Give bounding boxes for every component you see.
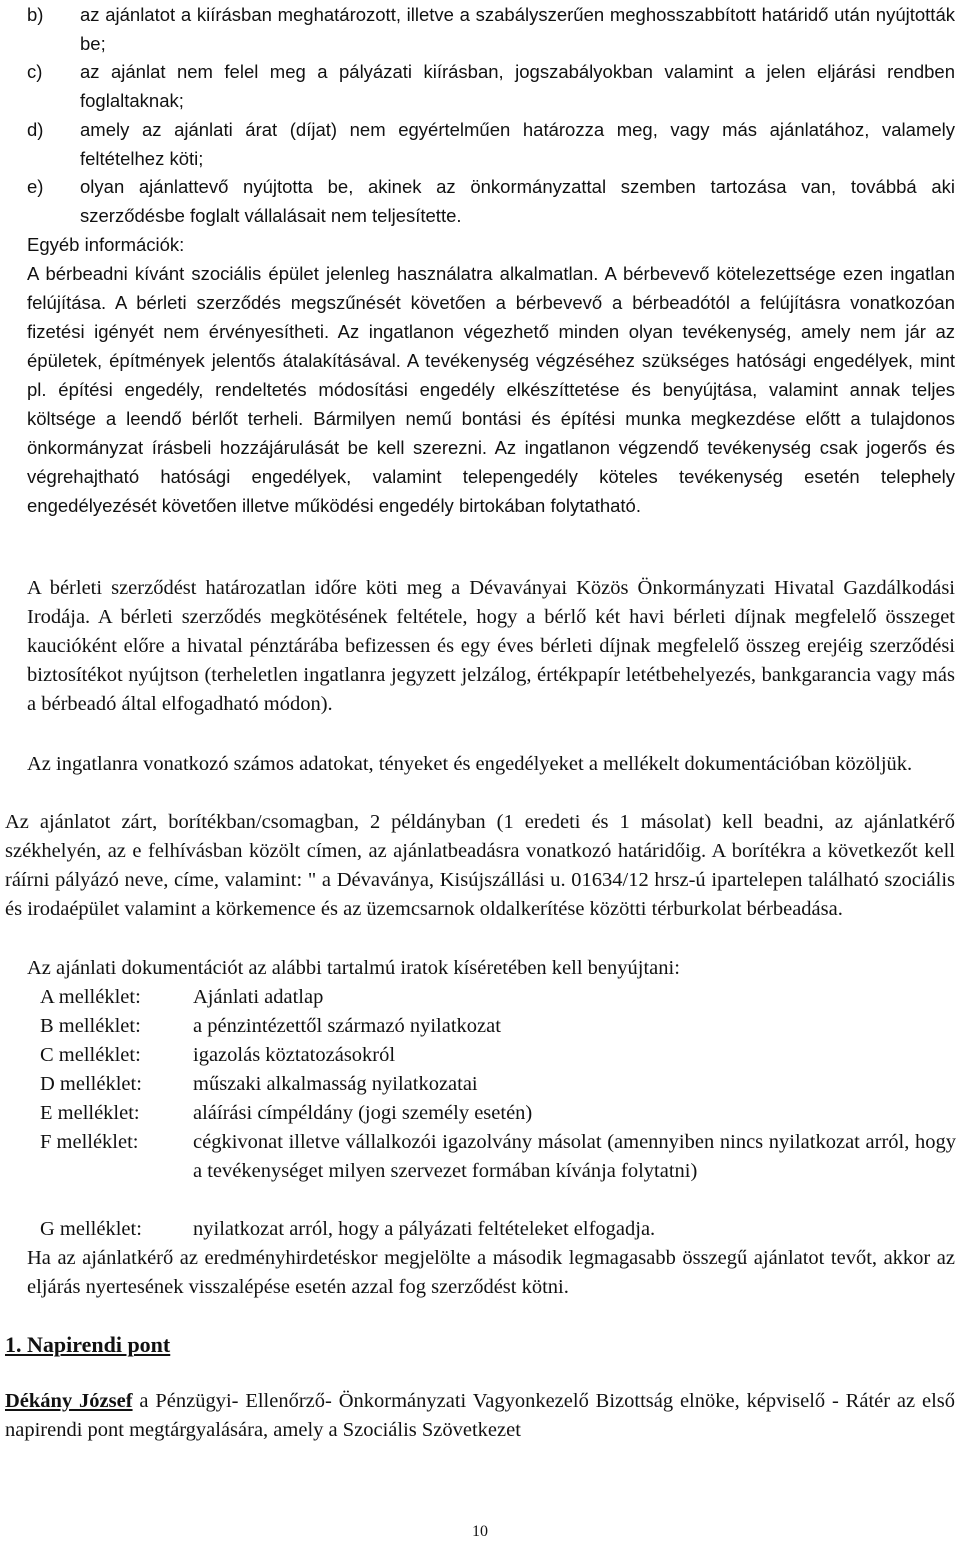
annex-value: a pénzintézettől származó nyilatkozat (193, 1015, 501, 1037)
annex-row-d (40, 1070, 956, 1099)
annex-row-e (40, 1099, 956, 1128)
list-letter: c) (27, 61, 43, 82)
list-letter: b) (27, 4, 44, 25)
paragraph-second-bidder: Ha az ajánlatkérő az eredményhirdetéskor megjelölte a második legmagasabb összegű ajánlatot tevőt, akkor az eljárás nyertesének visszalépése esetén azzal fog szerződést kötni. (27, 1247, 955, 1298)
annex-key: G melléklet: (40, 1218, 142, 1240)
paragraph-documents: Az ingatlanra vonatkozó számos adatokat, tényeket és engedélyeket a mellékelt dokumentációban közöljük. (27, 753, 913, 775)
annex-value: műszaki alkalmasság nyilatkozatai (193, 1073, 478, 1095)
list-text: az ajánlat nem felel meg a pályázati kiírásban, jogszabályokban valamint a jelen eljárási rendben foglaltaknak; (80, 61, 955, 111)
annex-value: Ajánlati adatlap (193, 986, 324, 1008)
speaker-name: Dékány József (5, 1390, 133, 1412)
paragraph-submission: Az ajánlatot zárt, borítékban/csomagban, 2 példányban (1 eredeti és 1 másolat) kell beadni, az ajánlatkérő székhelyén, az e felhívásban közölt címen, az ajánlatbeadásra vonatkozó határidőig. A borítékra a következőt kell ráírni pályázó neve, címe, valamint: " a Dévaványa, Kisújszállási u. 01634/12 hrsz-ú ipartelepen található szociális és irodaépület valamint a körkemence és az üzemcsarnok oldalkerítése közötti térburkolat bérbeadása. (5, 811, 955, 920)
list-text: olyan ajánlattevő nyújtotta be, akinek az önkormányzattal szemben tartozása van, továbbá aki szerződésbe foglalt vállalásait nem teljesítette. (80, 176, 955, 226)
annex-key: E melléklet: (40, 1102, 140, 1124)
speaker-paragraph (5, 1387, 955, 1445)
paragraph-contract: A bérleti szerződést határozatlan időre köti meg a Dévaványai Közös Önkormányzati Hivatal Gazdálkodási Irodája. A bérleti szerződés megkötésének feltétele, hogy a bérlő két havi bérleti díjnak megfelelő összeget kaucióként előre a hivatal pénztárába befizessen és egy éves bérleti díjnak megfelelő összeg erejéig szerződési biztosítékot nyújtson (terheletlen ingatlanra jegyzett jelzálog, értékpapír letétbehelyezés, bankgarancia vagy más a bérbeadó által elfogadható módon). (27, 577, 955, 715)
speaker-text: a Pénzügyi- Ellenőrző- Önkormányzati Vagyonkezelő Bizottság elnöke, képviselő - Rátér az első napirendi pont megtárgyalására, amely a Szociális Szövetkezet (5, 1390, 955, 1441)
annex-intro: Az ajánlati dokumentációt az alábbi tartalmú iratok kíséretében kell benyújtani: (27, 957, 680, 979)
paragraph-building: A bérbeadni kívánt szociális épület jelenleg használatra alkalmatlan. A bérbevevő kötelezettsége ezen ingatlan felújítása. A bérleti szerződés megszűnését követően a bérbevevő a bérbeadótól a felújításra vonatkozóan fizetési igényét nem érvényesítheti. Az ingatlanon végezhető minden olyan tevékenység, amely nem jár az épületek, építmények jelentős átalakításával. A tevékenység végzéséhez szükséges hatósági engedélyek, mint pl. építési engedély, rendeltetés módosítási engedély elkészíttetése és benyújtása, valamint annak teljes költsége a leendő bérlőt terheli. Bármilyen nemű bontási és építési munka megkezdése előtt a tulajdonos önkormányzat írásbeli hozzájárulását be kell szerezni. Az ingatlanon végzendő tevékenység csak jogerős és végrehajtható hatósági engedélyek, valamint telepengedély köteles tevékenység esetén telephely engedélyezését követően illetve működési engedély birtokában folytatható. (27, 263, 955, 516)
annex-value: cégkivonat illetve vállalkozói igazolvány másolat (amennyiben nincs nyilatkozat arról, hogy a tevékenységet milyen szervezet formában kívánja folytatni) (193, 1131, 956, 1182)
list-letter: d) (27, 119, 44, 140)
page-number: 10 (472, 1523, 488, 1540)
annex-row-a (40, 983, 956, 1012)
annex-key: A melléklet: (40, 986, 141, 1008)
annex-value: nyilatkozat arról, hogy a pályázati feltételeket elfogadja. (193, 1218, 656, 1240)
annex-row-g (40, 1215, 956, 1244)
list-letter: e) (27, 176, 44, 197)
annex-key: B melléklet: (40, 1015, 141, 1037)
annex-row-b (40, 1012, 956, 1041)
annex-value: aláírási címpéldány (jogi személy esetén) (193, 1102, 533, 1124)
annex-key: F melléklet: (40, 1131, 139, 1153)
annex-row-c (40, 1041, 956, 1070)
list-text: az ajánlatot a kiírásban meghatározott, illetve a szabályszerűen meghosszabbított határidő után nyújtották be; (80, 4, 955, 54)
annex-row-f (40, 1128, 956, 1215)
list-item-b (27, 0, 955, 58)
annex-key: C melléklet: (40, 1044, 141, 1066)
list-item-d (27, 115, 955, 173)
agenda-heading: 1. Napirendi pont (5, 1332, 171, 1357)
list-item-e (27, 172, 955, 230)
list-item-c (27, 57, 955, 115)
other-info-label: Egyéb információk: (27, 234, 185, 255)
annex-value: igazolás köztatozásokról (193, 1044, 396, 1066)
list-text: amely az ajánlati árat (díjat) nem egyértelműen határozza meg, vagy más ajánlatához, valamely feltételhez köti; (80, 119, 955, 169)
annex-key: D melléklet: (40, 1073, 142, 1095)
